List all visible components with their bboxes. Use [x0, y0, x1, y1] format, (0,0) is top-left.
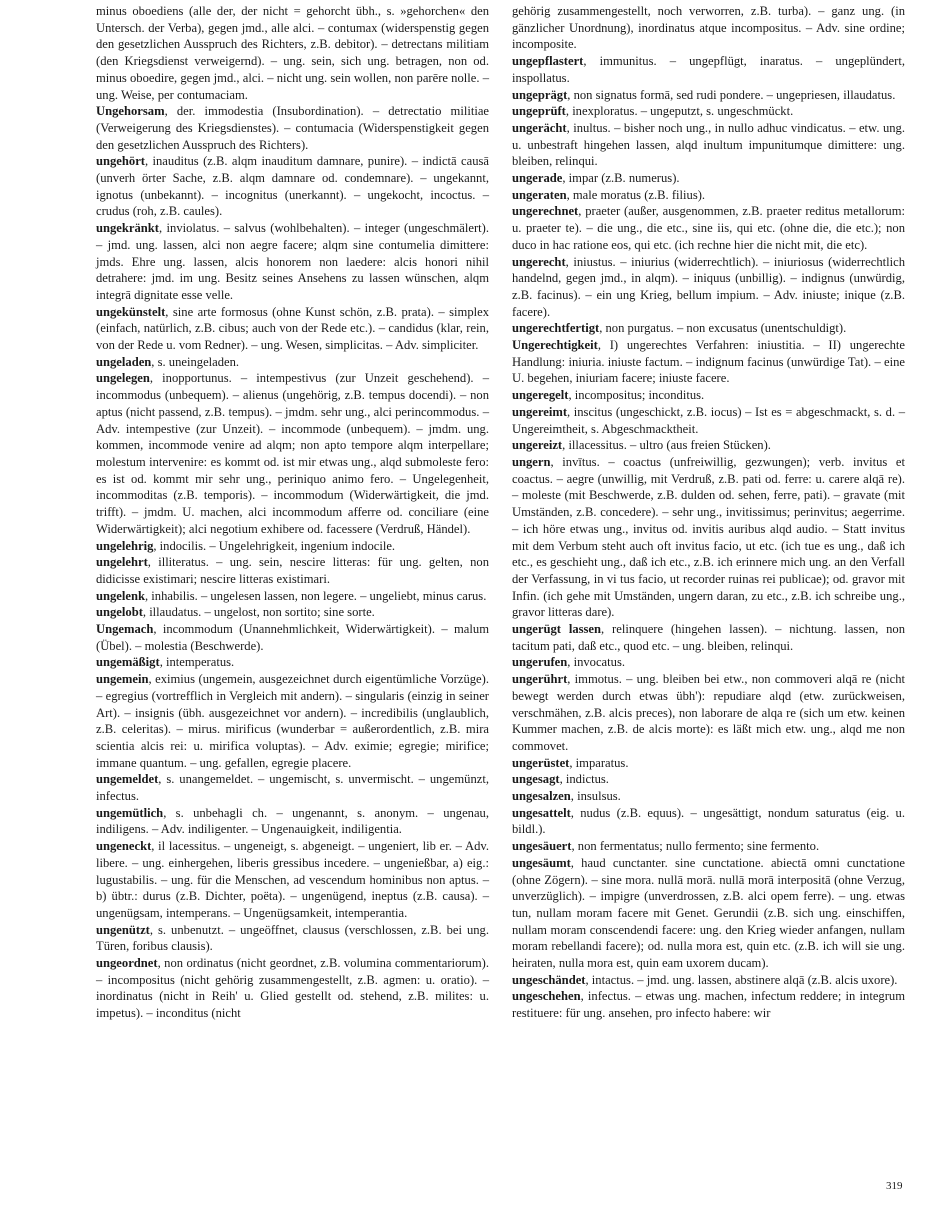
dictionary-entry: [512, 972, 905, 989]
dictionary-entry: [512, 855, 905, 972]
entry-text: , sine arte formosus (ohne Kunst schön, z.B. prata). – simplex (einfach, natürlich, z.B. cibus; auch von der Rede etc.). – candidus (klar, rein, von der Rede u. vom Redner). – ung. Wesen, simplicitas. – Adv. simpliciter.: [96, 304, 489, 353]
entry-headword: ungepflastert: [512, 54, 584, 69]
entry-headword: ungemäßigt: [96, 655, 160, 670]
entry-headword: ungerügt lassen: [512, 622, 602, 637]
dictionary-entry: [512, 838, 905, 855]
dictionary-entry: [96, 220, 489, 304]
entry-headword: ungereizt: [512, 438, 563, 453]
entry-text: , infectus. – etwas ung. machen, infectum reddere; in integrum restituere: für ung. ansehen, pro infecto habere: wir: [512, 989, 905, 1021]
entry-headword: ungemein: [96, 672, 149, 687]
entry-headword: ungerecht: [512, 254, 566, 269]
entry-text: , s. unbehagli ch. – ungenannt, s. anonym. – ungenau, indiligens. – Adv. indiligenter. – Ungenauigkeit, indiligentia.: [96, 805, 489, 837]
entry-headword: ungeladen: [96, 354, 152, 369]
entry-text: , imparatus.: [569, 755, 629, 770]
entry-headword: ungemütlich: [96, 805, 164, 820]
dictionary-entry: [96, 588, 489, 605]
entry-text: , non ordinatus (nicht geordnet, z.B. volumina commentariorum). – incompositus (nicht gehörig zusammengestellt, z.B. agmen: u. oratio). – inordinatus (nicht in Reih' u. Glied gestellt od. stehend, z.B. milites: u. impetus). – inconditus (nicht: [96, 956, 489, 1021]
dictionary-entry: [96, 3, 489, 103]
entry-text: , relinquere (hingehen lassen). – nichtung. lassen, non tacitum pati, daß etc., quod etc. – ung. bleiben, relinqui.: [512, 622, 905, 653]
entry-text: , inultus. – bisher noch ung., in nullo adhuc vindicatus. – etw. ung. u. unbestraft hingehen lassen, alqd inultum impunitumque dimittere: ung. bleiben, relinqui.: [512, 120, 905, 169]
entry-headword: Ungemach: [96, 622, 154, 637]
entry-text: , illiteratus. – ung. sein, nescire litteras: für ung. gelten, non didicisse existimari; nescire litteras existimari.: [96, 555, 489, 586]
entry-text: , inauditus (z.B. alqm inauditum damnare, punire). – indictā causā (unverh örter Sache, z.B. alqm damnare od. condemnare). – ungekannt, ignotus (unbekannt). – incognitus (unerkannt). – ungekocht, incoctus. – crudus (roh, z.B. caules).: [96, 154, 489, 219]
entry-text: , indocilis. – Ungelehrigkeit, ingenium indocile.: [153, 538, 396, 553]
dictionary-entry: [96, 922, 489, 955]
entry-text: , intemperatus.: [159, 655, 235, 670]
dictionary-entry: [512, 454, 905, 621]
entry-headword: ungerührt: [512, 672, 568, 687]
dictionary-entry: [512, 387, 905, 404]
entry-headword: ungeordnet: [96, 956, 158, 971]
entry-headword: ungelobt: [96, 605, 143, 620]
entry-headword: ungereimt: [512, 404, 568, 419]
dictionary-entry: [512, 3, 905, 53]
dictionary-entry: [96, 654, 489, 671]
entry-text: , eximius (ungemein, ausgezeichnet durch eigentümliche Vorzüge). – egregius (vortrefflich in Vergleich mit andern). – singularis (einzig in seiner Art). – insignis (übh. ausgezeichnet vor andern). – incredibilis (unglaublich, z.B. celeritas). – mirus. mirificus (wunderbar = außerordentlich, z.B. mira scientia alcis rei: u. mirifica voluptas). – Adv. eximie; egregie; mirifice; immane quantum. – ung. gefallen, egregie placere.: [96, 672, 489, 770]
entry-headword: ungekünstelt: [96, 304, 166, 319]
entry-text: , non signatus formā, sed rudi pondere. – ungepriesen, illaudatus.: [567, 87, 896, 102]
entry-text: , inscitus (ungeschickt, z.B. iocus) – Ist es = abgeschmackt, s. d. – Ungereimtheit, s. Abgeschmacktheit.: [512, 404, 905, 436]
entry-text: , non fermentatus; nullo fermento; sine fermento.: [571, 839, 820, 854]
entry-headword: ungehört: [96, 154, 145, 169]
entry-headword: ungeneckt: [96, 839, 152, 854]
entry-headword: ungelenk: [96, 588, 145, 603]
entry-headword: ungeschändet: [512, 972, 586, 987]
entry-text: , incompositus; inconditus.: [568, 388, 705, 403]
dictionary-entry: [96, 103, 489, 153]
dictionary-entry: [512, 187, 905, 204]
entry-text: , inexploratus. – ungeputzt, s. ungeschmückt.: [565, 104, 794, 119]
dictionary-entry: [512, 621, 905, 654]
entry-text: , impar (z.B. numerus).: [562, 171, 680, 186]
entry-headword: ungerade: [512, 171, 563, 186]
entry-text: , immotus. – ung. bleiben bei etw., non commoveri alqā re (nicht bewegt werden durch etwas übh'): repudiare alqd (etw. zurückweisen, verschmähen, z.B. alcis preces), non laborare de alqa re (sich um etw. keinen Kummer machen, z.B. de alcis morte): es läßt mich etw. ung., alqd me non commovet.: [512, 672, 905, 753]
entry-headword: ungesäuert: [512, 839, 572, 854]
dictionary-entry: [512, 337, 905, 387]
dictionary-entry: [512, 771, 905, 788]
entry-headword: ungerüstet: [512, 755, 570, 770]
dictionary-entry: [512, 53, 905, 86]
entry-text: , insulsus.: [570, 789, 621, 804]
dictionary-entry: [96, 955, 489, 1022]
entry-text: , der. immodestia (Insubordination). – detrectatio militiae (Verweigerung des Kriegsdienstes). – contumacia (Widerspenstigkeit gegen den gesetzlichen Ausspruch des Richters).: [96, 104, 489, 152]
dictionary-entry: [512, 788, 905, 805]
dictionary-entry: [512, 170, 905, 187]
dictionary-entry: [512, 988, 905, 1021]
dictionary-entry: [96, 805, 489, 838]
entry-text: , indictus.: [559, 772, 609, 787]
entry-headword: ungelehrt: [96, 555, 148, 570]
entry-text: , invocatus.: [567, 655, 625, 670]
entry-headword: ungesattelt: [512, 805, 571, 820]
entry-text: , illacessitus. – ultro (aus freien Stücken).: [562, 438, 771, 453]
entry-headword: ungeraten: [512, 187, 567, 202]
entry-headword: Ungehorsam: [96, 104, 165, 119]
entry-headword: ungeregelt: [512, 388, 569, 403]
entry-headword: ungerächt: [512, 120, 567, 135]
dictionary-entry: [96, 604, 489, 621]
dictionary-entry: [512, 755, 905, 772]
dictionary-entry: [96, 538, 489, 555]
dictionary-entry: [512, 404, 905, 437]
entry-headword: ungesagt: [512, 772, 560, 787]
dictionary-entry: [96, 370, 489, 537]
entry-headword: ungenützt: [96, 922, 150, 937]
right-column: [512, 3, 905, 1022]
entry-headword: ungesäumt: [512, 855, 571, 870]
entry-headword: ungelehrig: [96, 538, 154, 553]
dictionary-entry: [96, 838, 489, 922]
entry-text: , male moratus (z.B. filius).: [566, 187, 706, 202]
entry-text: , s. unbenutzt. – ungeöffnet, clausus (verschlossen, z.B. bei ung. Türen, foribus clausis).: [96, 922, 489, 954]
dictionary-entry: [96, 354, 489, 371]
dictionary-entry: [96, 153, 489, 220]
left-column: [96, 3, 489, 1022]
dictionary-entry: [96, 621, 489, 654]
entry-text: , incommodum (Unannehmlichkeit, Widerwärtigkeit). – malum (Übel). – molestia (Beschwerde).: [96, 622, 489, 653]
entry-text: , nudus (z.B. equus). – ungesättigt, nondum saturatus (eig. u. bildl.).: [512, 805, 905, 837]
dictionary-entry: [512, 671, 905, 755]
dictionary-entry: [512, 437, 905, 454]
entry-headword: ungeschehen: [512, 989, 581, 1004]
entry-headword: ungekränkt: [96, 221, 159, 236]
dictionary-entry: [512, 654, 905, 671]
entry-headword: ungerechtfertigt: [512, 321, 600, 336]
entry-headword: ungeprägt: [512, 87, 568, 102]
entry-text: gehörig zusammengestellt, noch verworren, z.B. turba). – ganz ung. (in gänzlicher Unordnung), inordinatus atque incompositus. – Adv. sine ordine; incomposite.: [512, 4, 905, 52]
dictionary-entry: [96, 771, 489, 804]
dictionary-entry: [512, 103, 905, 120]
entry-headword: ungelegen: [96, 371, 150, 386]
entry-headword: ungern: [512, 454, 551, 469]
entry-text: , s. uneingeladen.: [151, 354, 240, 369]
dictionary-entry: [96, 671, 489, 771]
entry-text: , non purgatus. – non excusatus (unentschuldigt).: [599, 321, 847, 336]
page-number: 319: [886, 1180, 903, 1192]
dictionary-entry: [512, 203, 905, 253]
entry-headword: ungerufen: [512, 655, 568, 670]
dictionary-entry: [512, 320, 905, 337]
entry-text: minus oboediens (alle der, der nicht = gehorcht übh., s. »gehorchen« den Untersch. der Verba), gegen jmd., alle alci. – contumax (widerspenstig gegen den gesetzlichen Ausspruch des Richters, z.B. debitor). – detrectans militiam (den Kriegsdienst verweigernd). – ung. sein, sich ung. betragen, non od. minus oboedire, gegen jmd., alci. – nicht ung. sein wollen, non parēre nolle. – ung. Weise, per contumaciam.: [96, 4, 489, 102]
dictionary-entry: [512, 805, 905, 838]
entry-headword: ungerechnet: [512, 204, 579, 219]
dictionary-entry: [512, 87, 905, 104]
dictionary-entry: [96, 554, 489, 587]
entry-text: , s. unangemeldet. – ungemischt, s. unvermischt. – ungemünzt, infectus.: [96, 772, 489, 804]
entry-text: , I) ungerechtes Verfahren: iniustitia. – II) ungerechte Handlung: iniuria. iniuste factum. – indignum facinus (unwürdige Tat). – eine U. begehen, iniuriam facere; iniuste facere.: [512, 338, 905, 386]
entry-headword: ungemeldet: [96, 772, 159, 787]
entry-headword: Ungerechtigkeit: [512, 338, 598, 353]
entry-text: , immunitus. – ungepflügt, inaratus. – ungeplündert, inspollatus.: [512, 54, 905, 85]
entry-text: , haud cunctanter. sine cunctatione. abiectā omni cunctatione (ohne Zögern). – sine mora. nullā morā. nullā morā interpositā (ohne Verzug, unverzüglich). – impigre (unverdrossen, z.B. alci opem ferre). – ung. etwas tun, nullam moram facere mit Genet. Gerundii (z.B. sich ung. einschiffen, nullam moram conscendendi facere: ung. den Krieg wieder anfangen, nullam moram rebellandi facere); od. nulla mora est, quin etc. (z.B. ich will sie ung. heiraten, nulla mora est, quin eam uxorem ducam).: [512, 855, 905, 971]
entry-text: , il lacessitus. – ungeneigt, s. abgeneigt. – ungeniert, lib er. – Adv. libere. – ung. einhergehen, liberis gressibus incedere. – ungenießbar, a) eig.: lugustabilis. – ung. für die Menschen, ad vescendum hominibus non aptus. – b) übtr.: durus (z.B. Dichter, poëta). – ungenügend, ineptus (z.B. causa). – ungenügsam, intemperans. – Ungenügsamkeit, intemperantia.: [96, 839, 489, 920]
entry-headword: ungeprüft: [512, 104, 566, 119]
dictionary-entry: [512, 120, 905, 170]
dictionary-entry: [512, 254, 905, 321]
entry-text: , inviolatus. – salvus (wohlbehalten). – integer (ungeschmälert). – jmd. ung. lassen, alci non aegre facere; alqm sine contumelia dimittere: jmds. Ehre ung. lassen, alcis honorem non laedere: alcis honori nihil detrahere: jmd. im ung. Besitz seines Ansehens zu lassen wünschen, alqm integrā dignitate esse velle.: [96, 221, 489, 302]
entry-text: , inhabilis. – ungelesen lassen, non legere. – ungeliebt, minus carus.: [145, 588, 487, 603]
entry-text: , inopportunus. – intempestivus (zur Unzeit geschehend). – incommodus (unbequem). – alienus (ungehörig, z.B. tempus docendi). – non aptus (nicht passend, z.B. tempus). – jmdm. sehr ung., alci perincommodus. – Adv. intempestive (zur Unzeit). – incommode (unbequem). – jmdm. ung. kommen, incommode venire ad alqm; non apto tempore alqm interpellare; molestum intervenire: es kommt od. ist mir etwas ung., alqd submoleste fero: es ist od. kommt mir sehr ung., periniquo animo fero. – Ungelegenheit, incommoditas (z.B. temporis). – incommodum (Widerwärtigkeit, die jmd. trifft). – jmdm. U. machen, alci incommodum afferre od. conciliare (eine Widerwärtigkeit); alci negotium exhibere od. facessere (Verdruß, Händel).: [96, 371, 489, 536]
entry-text: , illaudatus. – ungelost, non sortito; sine sorte.: [142, 605, 375, 620]
entry-text: , invītus. – coactus (unfreiwillig, gezwungen); verb. invitus et coactus. – aegre (unwillig, mit Verdruß, z.B. pati od. ferre: u. carere alqā re). – moleste (mit Beschwerde, z.B. dulden od. sehen, ferre, pati). – gravate (mit Umständen, z.B. concedere). – sehr ung., invitissimus; perinvitus; aegerrime. – ich höre etwas ung., invitus od. invitis auribus alqd audio. – Statt invitus mit dem Verbum steht auch oft invitus facio, ut etc. (ich tue es ung., daß ich etc., es geschieht ung., daß ich etc., z.B. ich erinnere mich ung. an den Verfall der Verfassung, in vi tus facio, ut recorder ruinas rei publicae); od. gravor mit Infin. (ich gehe mit Umständen, ungern daran, zu etc., z.B. ich schreibe ung., gravor litteras dare).: [512, 454, 905, 620]
dictionary-entry: [96, 304, 489, 354]
entry-headword: ungesalzen: [512, 789, 571, 804]
entry-text: , iniustus. – iniurius (widerrechtlich). – iniuriosus (widerrechtlich handelnd, gegen jmd., in alqm). – iniquus (unbillig). – indignus (unwürdig, z.B. facinus). – ein ung Krieg, bellum impium. – Adv. iniuste; inique (z.B. facere).: [512, 254, 905, 319]
entry-text: , praeter (außer, ausgenommen, z.B. praeter reditus metallorum: u. praeter te). – die ung., die etc., sine iis, qui etc. (ohne die, die etc.); non duco in hac ratione eos, qui etc. (ich rechne hier die nicht mit, die etc).: [512, 204, 905, 252]
entry-text: , intactus. – jmd. ung. lassen, abstinere alqā (z.B. alcis uxore).: [585, 972, 898, 987]
